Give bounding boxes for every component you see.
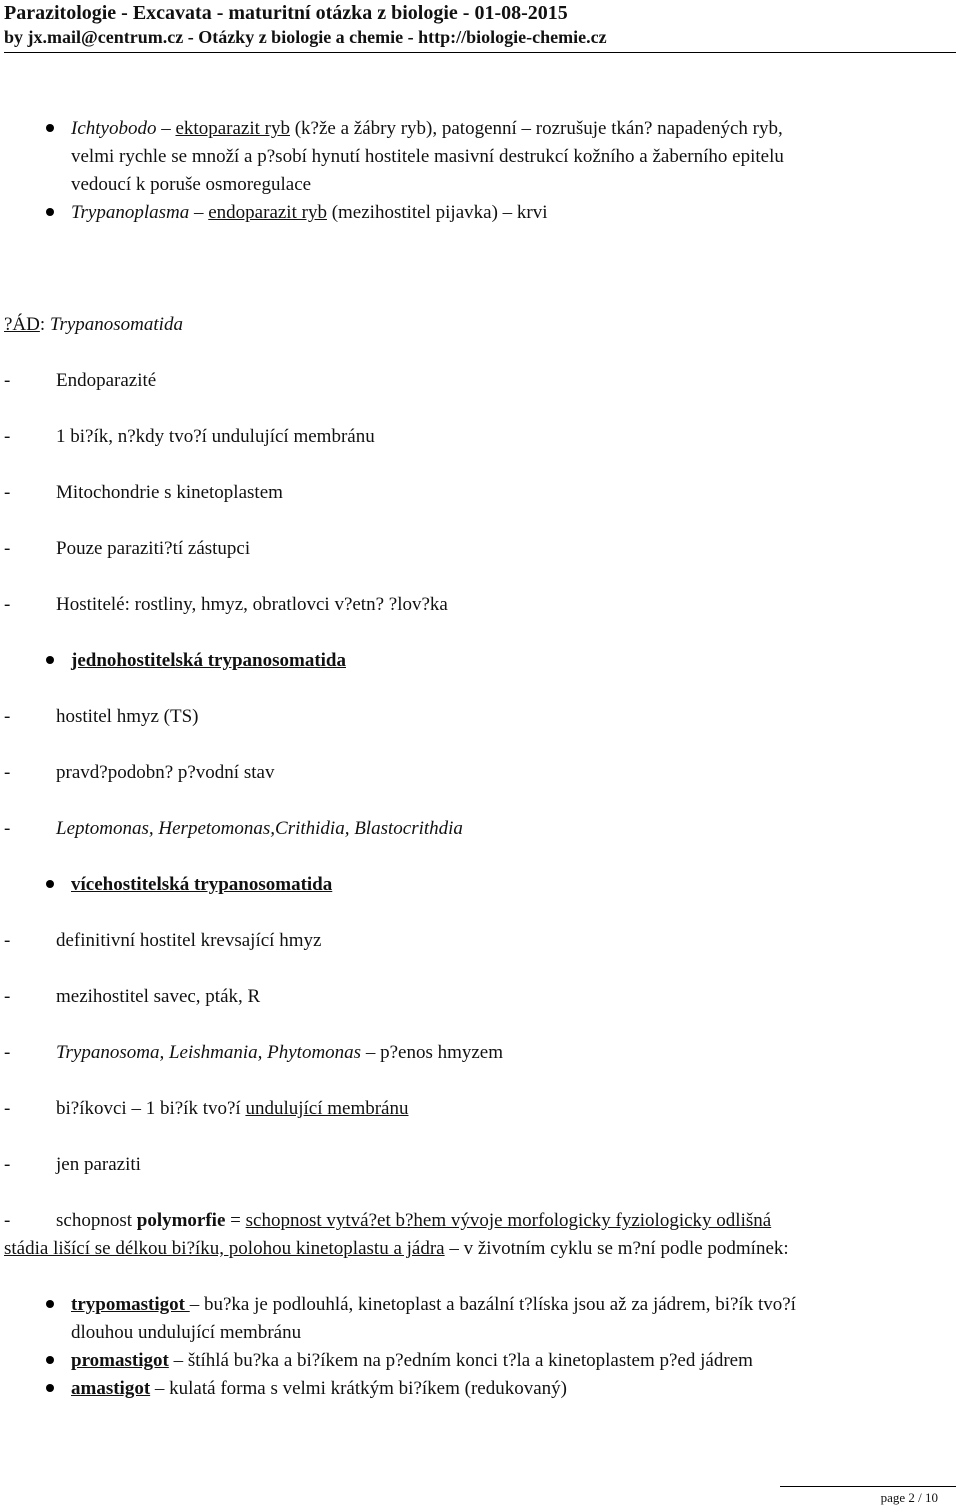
form-desc-continued: dlouhou undulující membránu — [71, 1322, 302, 1343]
bullet-dot — [46, 1356, 54, 1364]
section-heading-multi[interactable]: vícehostitelská trypanosomatida — [71, 874, 333, 895]
section-heading-mono[interactable]: jednohostitelská trypanosomatida — [71, 650, 346, 671]
point-text: jen paraziti — [56, 1154, 141, 1175]
form-item-promastigot — [71, 1349, 753, 1373]
bullet-dot — [46, 1300, 54, 1308]
form-desc: – bu?ka je podlouhlá, kinetoplast a bazální t?líska jsou až za jádrem, bi?ík tvo?í — [189, 1294, 796, 1315]
point-text — [56, 1097, 409, 1121]
dash: - — [4, 1042, 11, 1063]
dash: - — [4, 818, 11, 839]
list-item-trypanoplasma — [71, 201, 548, 225]
point-text: Hostitelé: rostliny, hmyz, obratlovci v?etn? ?lov?ka — [56, 594, 448, 615]
dash: - — [4, 1154, 11, 1175]
point-text: definitivní hostitel krevsající hmyz — [56, 930, 322, 951]
point-text — [56, 1041, 503, 1065]
dash: - — [4, 986, 11, 1007]
point-rest: – v životním cyklu se m?ní podle podmínek: — [449, 1238, 789, 1259]
bullet-dot — [46, 124, 54, 132]
form-desc: – štíhlá bu?ka a bi?íkem na p?edním konci t?la a kinetoplastem p?ed jádrem — [173, 1350, 753, 1371]
dash: - — [4, 426, 11, 447]
order-sep: : — [39, 314, 46, 335]
dash: - — [4, 482, 11, 503]
dash: - — [4, 762, 11, 783]
dash: – — [194, 202, 204, 223]
bullet-dot — [46, 1384, 54, 1392]
form-name-link[interactable]: trypomastigot — [71, 1294, 190, 1315]
form-item-amastigot — [71, 1377, 567, 1401]
form-desc: – kulatá forma s velmi krátkým bi?íkem (redukovaný) — [154, 1378, 567, 1399]
point-text: Mitochondrie s kinetoplastem — [56, 482, 283, 503]
bullet-dot — [46, 656, 54, 664]
list-item-ichtyobodo — [71, 117, 783, 141]
dash: - — [4, 706, 11, 727]
order-name: Trypanosomatida — [49, 314, 183, 335]
dash: - — [4, 930, 11, 951]
document-subtitle: by jx.mail@centrum.cz - Otázky z biologie a chemie - http://biologie-chemie.cz — [4, 27, 607, 47]
item-text: (mezihostitel pijavka) – krvi — [331, 202, 548, 223]
item-text-continued: vedoucí k poruše osmoregulace — [71, 174, 312, 195]
point-plain: bi?íkovci – 1 bi?ík tvo?í — [56, 1098, 241, 1119]
dash: - — [4, 370, 11, 391]
term-link[interactable]: schopnost vytvá?et b?hem vývoje morfologicky fyziologicky odlišná — [245, 1210, 772, 1231]
term-link[interactable]: stádia lišící se délkou bi?íku, polohou kinetoplastu a jádra — [4, 1238, 445, 1259]
point-plain: schopnost — [56, 1210, 132, 1231]
footer-divider — [780, 1486, 956, 1487]
genera-list: Trypanosoma, Leishmania, Phytomonas — [56, 1042, 362, 1063]
term-link[interactable]: endoparazit ryb — [208, 202, 327, 223]
order-heading — [4, 313, 183, 337]
item-text-continued: velmi rychle se množí a p?sobí hynutí hostitele masivní destrukcí kožního a žaberního epitelu — [71, 146, 784, 167]
dash: - — [4, 1210, 11, 1231]
dash: - — [4, 1098, 11, 1119]
page-number: page 2 / 10 — [880, 1490, 938, 1505]
taxon-name: Trypanoplasma — [71, 202, 190, 223]
point-text: mezihostitel savec, pták, R — [56, 986, 261, 1007]
point-text: 1 bi?ík, n?kdy tvo?í undulující membránu — [56, 426, 375, 447]
document-title: Parazitologie - Excavata - maturitní otázka z biologie - 01-08-2015 — [4, 2, 568, 24]
dash: – — [161, 118, 171, 139]
dash: - — [4, 594, 11, 615]
form-name-link[interactable]: amastigot — [71, 1378, 151, 1399]
form-name-link[interactable]: promastigot — [71, 1350, 169, 1371]
point-rest: – p?enos hmyzem — [365, 1042, 504, 1063]
multi-point-continued — [4, 1237, 789, 1261]
point-text: Endoparazité — [56, 370, 157, 391]
term-link[interactable]: undulující membránu — [245, 1098, 409, 1119]
point-text: Pouze paraziti?tí zástupci — [56, 538, 251, 559]
bullet-dot — [46, 208, 54, 216]
point-text — [56, 1209, 771, 1233]
term-bold: polymorfie — [136, 1210, 226, 1231]
dash: - — [4, 538, 11, 559]
equals: = — [230, 1210, 241, 1231]
bullet-dot — [46, 880, 54, 888]
taxon-name: Ichtyobodo — [71, 118, 157, 139]
form-item-trypomastigot — [71, 1293, 796, 1317]
header-divider — [4, 52, 956, 53]
term-link[interactable]: ektoparazit ryb — [175, 118, 290, 139]
point-text: hostitel hmyz (TS) — [56, 706, 199, 727]
genera-list: Leptomonas, Herpetomonas,Crithidia, Blastocrithdia — [56, 818, 463, 839]
point-text: pravd?podobn? p?vodní stav — [56, 762, 275, 783]
item-text: (k?že a žábry ryb), patogenní – rozrušuje tkán? napadených ryb, — [294, 118, 783, 139]
order-label-link[interactable]: ?ÁD — [4, 314, 40, 335]
